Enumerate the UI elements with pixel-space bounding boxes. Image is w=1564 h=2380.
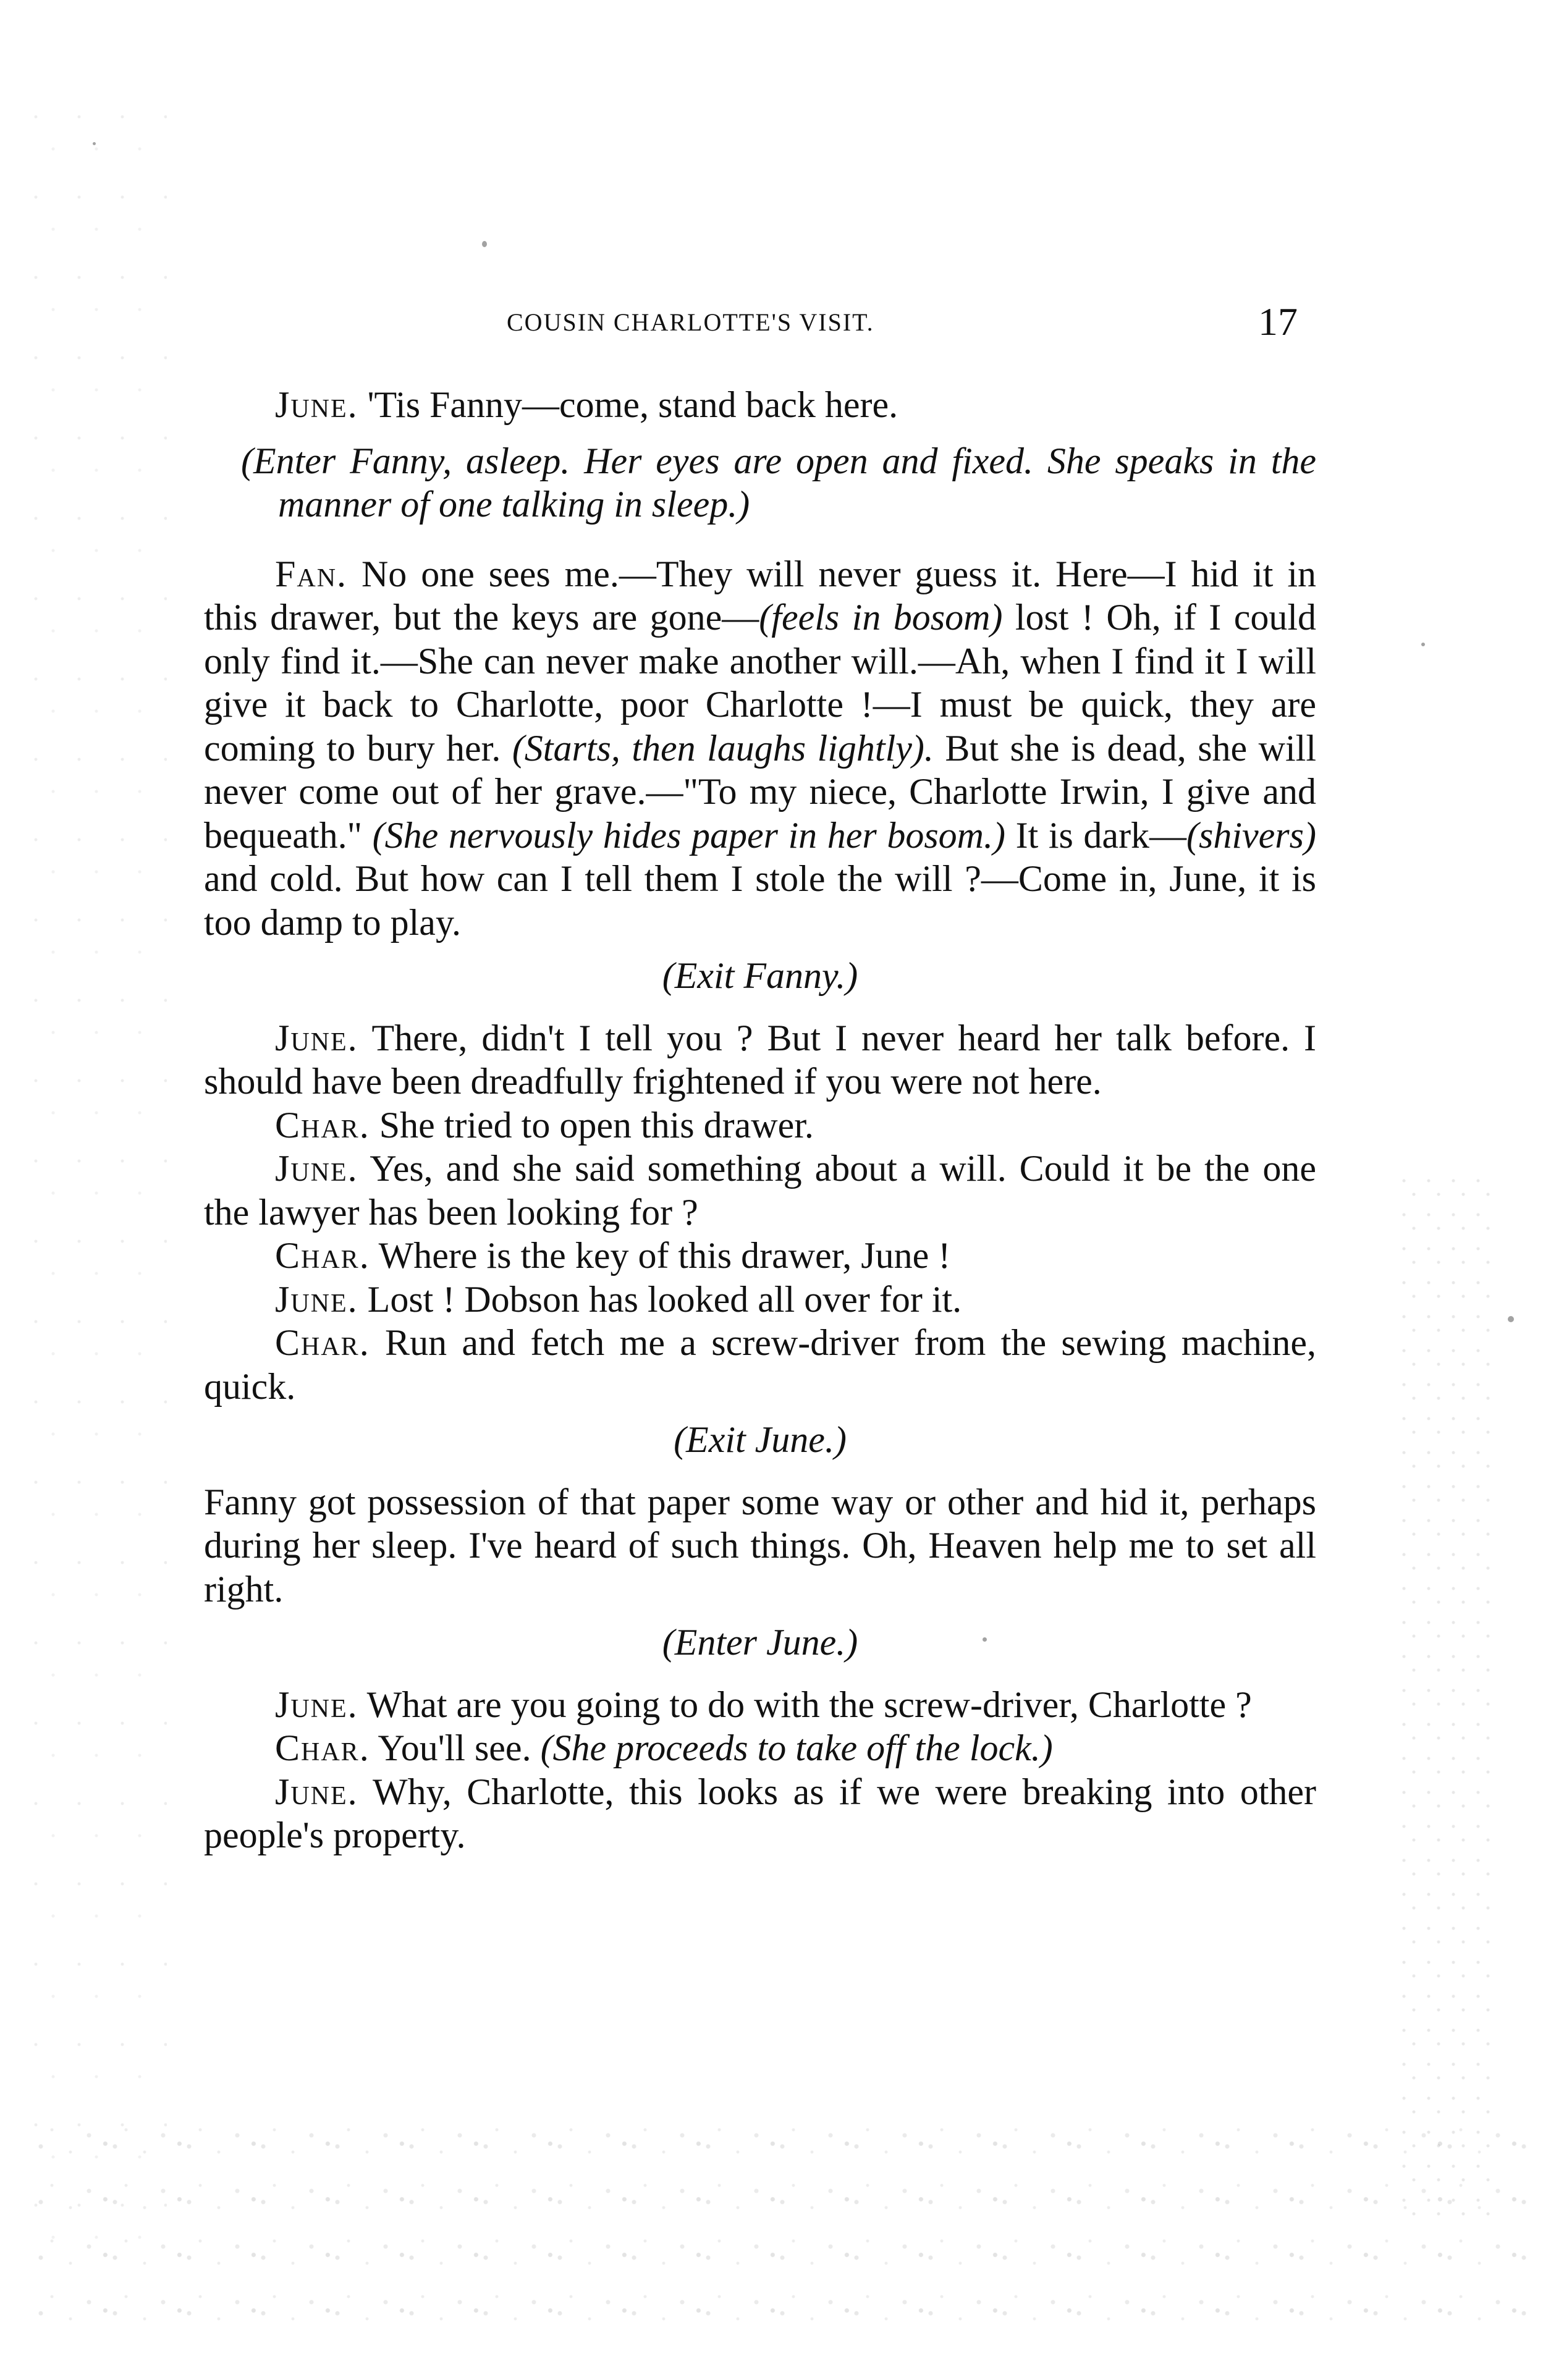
- speech-text: 'Tis Fanny—come, stand back here.: [358, 384, 898, 425]
- page-number: 17: [1258, 300, 1298, 344]
- play-text: [204, 383, 1316, 1857]
- scan-noise-left: [19, 93, 167, 2255]
- speech-text: Why, Charlotte, this looks as if we were breaking into other people's property.: [204, 1771, 1316, 1855]
- speech-charlotte-1: [204, 1103, 1316, 1147]
- speaker-label: June.: [275, 1148, 358, 1189]
- speaker-label: Fan.: [275, 553, 348, 594]
- stage-direction-exit-june: (Exit June.): [674, 1419, 847, 1460]
- speech-june-3: [204, 1147, 1316, 1234]
- speech-text: Run and fetch me a screw-driver from the sewing machine, quick.: [204, 1322, 1316, 1407]
- speech-text: She tried to open this drawer.: [370, 1104, 814, 1146]
- stage-direction-enter-fanny: (Enter Fanny, asleep. Her eyes are open and fixed. She speaks in the manner of one talking in sleep.): [241, 440, 1316, 525]
- speech-text: What are you going to do with the screw-driver, Charlotte ?: [358, 1684, 1252, 1725]
- speck: [1421, 643, 1425, 646]
- inline-stage-direction: (shivers): [1186, 814, 1316, 856]
- speech-charlotte-2: [204, 1234, 1316, 1278]
- speech-charlotte-4: [204, 1726, 1316, 1770]
- speaker-label: June.: [275, 1278, 358, 1320]
- speaker-label: Char.: [275, 1104, 370, 1146]
- running-head: COUSIN CHARLOTTE'S VISIT.: [507, 308, 874, 336]
- scan-noise-right: [1397, 1174, 1495, 2224]
- speaker-label: Char.: [275, 1322, 370, 1363]
- speck: [93, 142, 96, 145]
- speck: [1508, 1316, 1514, 1322]
- speech-june-6: [204, 1770, 1316, 1857]
- charlotte-monologue: Fanny got possession of that paper some way or other and hid it, perhaps during her sleep. I've heard of such things. Oh, Heaven help me to set all right.: [204, 1481, 1316, 1610]
- speech-fanny: [204, 552, 1316, 945]
- inline-stage-direction: (feels in bosom): [759, 597, 1003, 638]
- stage-direction-enter-june: (Enter June.): [662, 1622, 858, 1663]
- speech-text: Where is the key of this drawer, June !: [370, 1235, 951, 1276]
- speaker-label: June.: [275, 384, 358, 425]
- speech-text: Lost ! Dobson has looked all over for it.: [358, 1278, 962, 1320]
- speech-charlotte-3: [204, 1321, 1316, 1408]
- speaker-label: Char.: [275, 1728, 370, 1768]
- inline-stage-direction: (She nervously hides paper in her bosom.): [372, 814, 1005, 856]
- speck: [482, 241, 487, 247]
- speech-june-5: [204, 1683, 1316, 1727]
- speaker-label: June.: [275, 1684, 358, 1725]
- speech-text: and cold. But how can I tell them I stole the will ?—Come in, June, it is too damp to play.: [204, 858, 1316, 943]
- speaker-label: Char.: [275, 1235, 370, 1276]
- scan-noise-bottom: [37, 2113, 1527, 2336]
- speech-text: lost ! Oh, if I could only find it.—She can never make another will.—Ah, when I find it I will give it back to Charlotte, poor Charlotte !—I must be quick, they are coming to bury her.: [204, 597, 1316, 769]
- speaker-label: June.: [275, 1771, 358, 1812]
- speech-text: Yes, and she said something about a will. Could it be the one the lawyer has been looking for ?: [204, 1148, 1316, 1233]
- speech-june-4: [204, 1278, 1316, 1322]
- speech-text: It is dark—: [1005, 814, 1187, 856]
- speech-june-2: [204, 1016, 1316, 1103]
- speech-text: You'll see.: [370, 1728, 541, 1768]
- inline-stage-direction: (Starts, then laughs lightly).: [512, 727, 934, 769]
- page-header: [507, 300, 1298, 352]
- stage-direction-exit-fanny: (Exit Fanny.): [662, 955, 858, 996]
- speech-june-1: [204, 383, 1316, 427]
- inline-stage-direction: (She proceeds to take off the lock.): [540, 1728, 1053, 1768]
- speaker-label: June.: [275, 1017, 358, 1058]
- speech-text: No one sees me.—They will never guess it. Here—I hid it in this drawer, but the keys are gone—: [204, 553, 1316, 638]
- speech-text: There, didn't I tell you ? But I never heard her talk before. I should have been dreadfully frightened if you were not here.: [204, 1017, 1316, 1102]
- speech-text: But she is dead, she will never come out of her grave.—"To my niece, Charlotte Irwin, I give and bequeath.": [204, 727, 1317, 856]
